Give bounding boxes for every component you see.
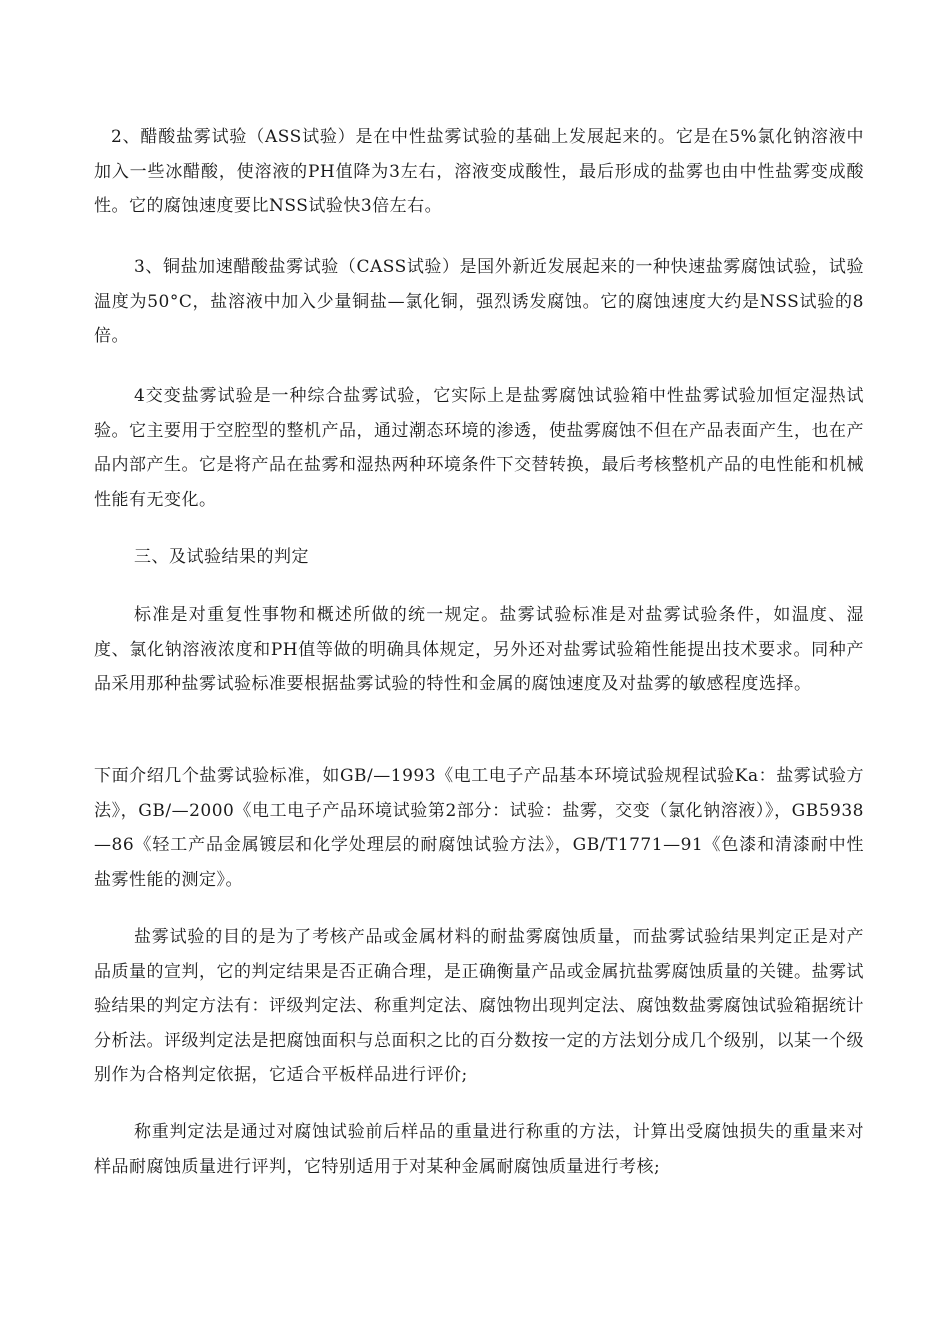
paragraph-weighing-method: 称重判定法是通过对腐蚀试验前后样品的重量进行称重的方法，计算出受腐蚀损失的重量来对样品耐腐蚀质量进行评判，它特别适用于对某种金属耐腐蚀质量进行考核; — [94, 1122, 864, 1177]
paragraph-ass-test: 2、醋酸盐雾试验（ASS试验）是在中性盐雾试验的基础上发展起来的。它是在5%氯化钠溶液中加入一些冰醋酸，使溶液的PH值降为3左右，溶液变成酸性，最后形成的盐雾也由中性盐雾变成酸性。它的腐蚀速度要比NSS试验快3倍左右。 — [94, 127, 864, 216]
paragraph-test-purpose: 盐雾试验的目的是为了考核产品或金属材料的耐盐雾腐蚀质量，而盐雾试验结果判定正是对产品质量的宣判，它的判定结果是否正确合理，是正确衡量产品或金属抗盐雾腐蚀质量的关键。盐雾试验结果的判定方法有：评级判定法、称重判定法、腐蚀物出现判定法、腐蚀数盐雾腐蚀试验箱据统计分析法。评级判定法是把腐蚀面积与总面积之比的百分数按一定的方法划分成几个级别，以某一个级别作为合格判定依据，它适合平板样品进行评价; — [94, 927, 864, 1085]
paragraph-cass-test: 3、铜盐加速醋酸盐雾试验（CASS试验）是国外新近发展起来的一种快速盐雾腐蚀试验，试验温度为50°C，盐溶液中加入少量铜盐—氯化铜，强烈诱发腐蚀。它的腐蚀速度大约是NSS试验的8倍。 — [94, 257, 864, 346]
section-heading-judgment: 三、及试验结果的判定 — [134, 547, 309, 567]
paragraph-alternating-test: 4交变盐雾试验是一种综合盐雾试验，它实际上是盐雾腐蚀试验箱中性盐雾试验加恒定湿热试验。它主要用于空腔型的整机产品，通过潮态环境的渗透，使盐雾腐蚀不但在产品表面产生，也在产品内部产生。它是将产品在盐雾和湿热两种环境条件下交替转换，最后考核整机产品的电性能和机械性能有无变化。 — [94, 386, 864, 510]
paragraph-standards-definition: 标准是对重复性事物和概述所做的统一规定。盐雾试验标准是对盐雾试验条件，如温度、湿度、氯化钠溶液浓度和PH值等做的明确具体规定，另外还对盐雾试验箱性能提出技术要求。同种产品采用那种盐雾试验标准要根据盐雾试验的特性和金属的腐蚀速度及对盐雾的敏感程度选择。 — [94, 605, 864, 694]
paragraph-standards-list: 下面介绍几个盐雾试验标准，如GB/—1993《电工电子产品基本环境试验规程试验Ka：盐雾试验方法》，GB/—2000《电工电子产品环境试验第2部分：试验：盐雾，交变（氯化钠溶液）》，GB5938—86《轻工产品金属镀层和化学处理层的耐腐蚀试验方法》，GB/T1771—91《色漆和清漆耐中性盐雾性能的测定》。 — [94, 766, 864, 890]
